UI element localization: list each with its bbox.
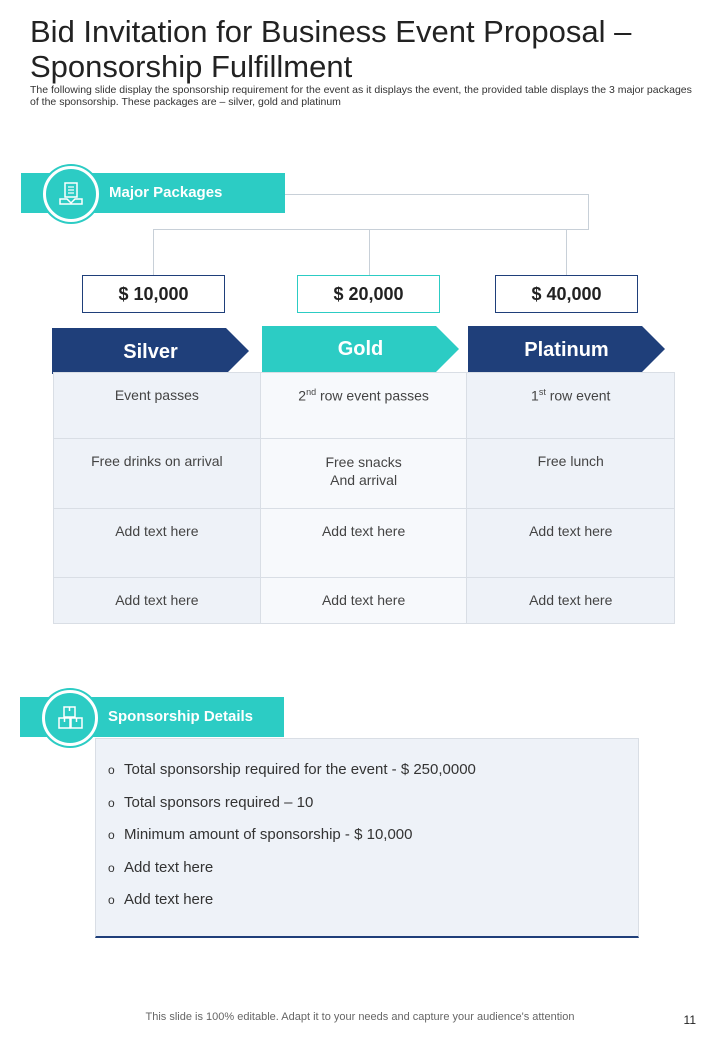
bullet-icon: o xyxy=(108,893,115,907)
bullet-icon: o xyxy=(108,828,115,842)
table-cell: Event passes xyxy=(54,373,261,439)
list-item: o Minimum amount of sponsorship - $ 10,000 xyxy=(108,826,413,843)
table-cell: 1st row event xyxy=(467,373,675,439)
table-cell: Free snacks And arrival xyxy=(260,439,467,509)
gold-price: $ 20,000 xyxy=(297,275,440,313)
connector-left xyxy=(153,229,154,275)
list-item: o Add text here xyxy=(108,858,214,876)
table-cell: Add text here xyxy=(54,509,261,578)
connector-top xyxy=(285,194,589,230)
silver-price: $ 10,000 xyxy=(82,275,225,313)
table-cell: 2nd row event passes xyxy=(260,373,467,439)
packages-table xyxy=(53,372,675,624)
sponsorship-details-list xyxy=(96,739,638,909)
table-row xyxy=(54,578,675,624)
page-number: 11 xyxy=(683,1013,696,1027)
table-cell: Free lunch xyxy=(467,439,675,509)
connector-horizontal xyxy=(153,229,588,230)
connector-middle xyxy=(369,229,370,275)
table-row xyxy=(54,373,675,439)
platinum-price: $ 40,000 xyxy=(495,275,638,313)
table-row xyxy=(54,509,675,578)
list-item: o Total sponsors required – 10 xyxy=(108,793,314,811)
table-cell: Free drinks on arrival xyxy=(54,439,261,509)
silver-tier-header xyxy=(52,328,249,374)
silver-tier-label: Silver xyxy=(123,341,178,363)
list-item: o Total sponsorship required for the event - $ 250,0000 xyxy=(108,761,476,778)
table-cell: Add text here xyxy=(467,578,675,624)
handshake-building-icon xyxy=(43,166,99,222)
connector-right xyxy=(566,229,567,275)
footer-note: This slide is 100% editable. Adapt it to your needs and capture your audience's attention xyxy=(145,1011,575,1023)
gold-tier-label: Gold xyxy=(337,338,384,360)
table-cell: Add text here xyxy=(260,509,467,578)
major-packages-label: Major Packages xyxy=(109,184,223,201)
sponsorship-details-box xyxy=(95,738,639,938)
table-cell: Add text here xyxy=(467,509,675,578)
page-subtitle: The following slide display the sponsorship requirement for the event as it displays the event, the provided table displays the 3 major packages of the sponsorship. These packages are – silver, gold and platinum xyxy=(30,84,692,108)
table-row xyxy=(54,439,675,509)
platinum-tier-header xyxy=(468,326,665,372)
gold-tier-header xyxy=(262,326,459,372)
table-cell: Add text here xyxy=(54,578,261,624)
boxes-icon xyxy=(42,690,98,746)
table-cell: Add text here xyxy=(260,578,467,624)
list-item: o Add text here xyxy=(108,891,214,908)
platinum-tier-label: Platinum xyxy=(524,339,609,361)
bullet-icon: o xyxy=(108,795,115,810)
bullet-icon: o xyxy=(108,763,115,777)
bullet-icon: o xyxy=(108,860,115,875)
page-title: Bid Invitation for Business Event Proposal – Sponsorship Fulfillment xyxy=(30,14,632,84)
sponsorship-details-label: Sponsorship Details xyxy=(108,708,254,725)
